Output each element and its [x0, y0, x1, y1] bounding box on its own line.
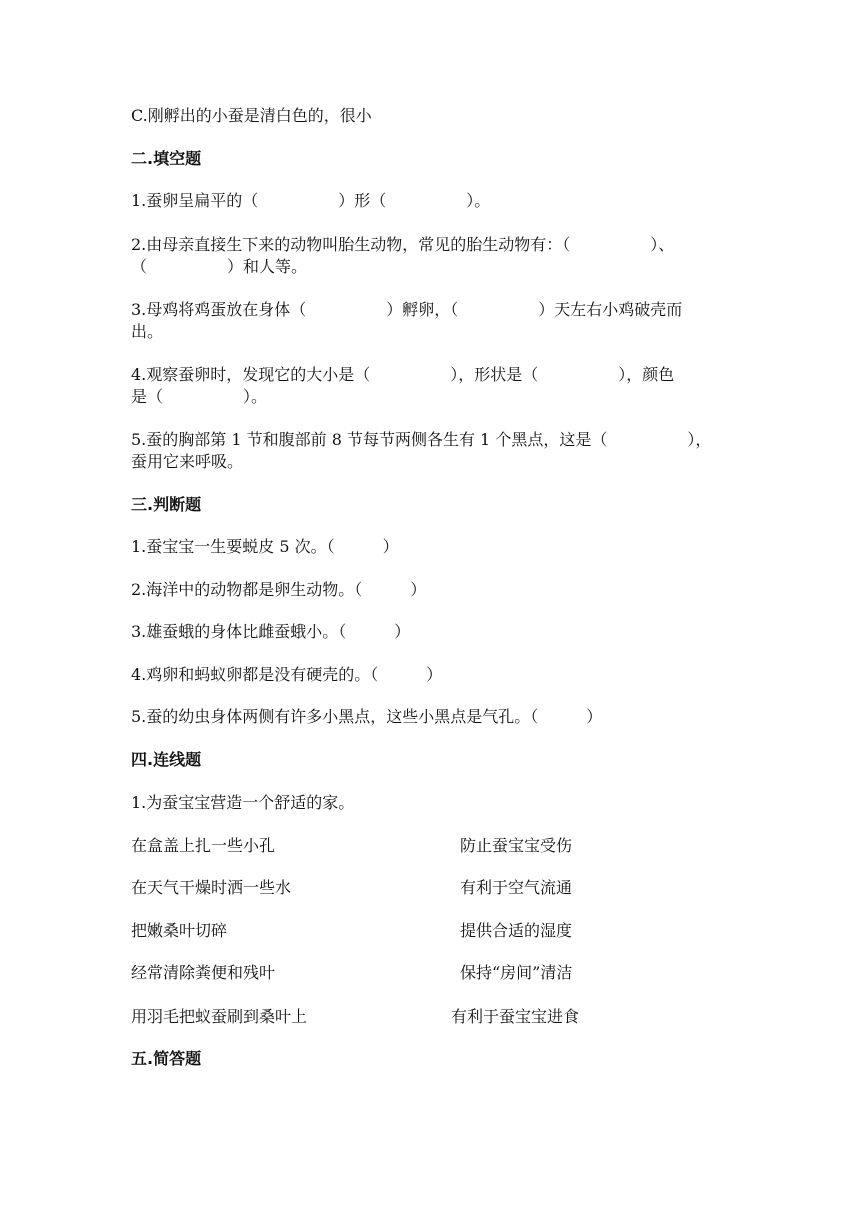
fill-question-4-line1: 4.观察蚕卵时，发现它的大小是（ ），形状是（ ），颜色 — [131, 365, 675, 384]
choice-option-c: C.刚孵出的小蚕是清白色的，很小 — [131, 106, 372, 125]
judge-question-5: 5.蚕的幼虫身体两侧有许多小黑点，这些小黑点是气孔。（ ） — [131, 707, 603, 726]
fill-question-4-line2: 是（ ）。 — [131, 387, 268, 406]
section-heading-matching: 四.连线题 — [131, 750, 202, 769]
judge-question-1: 1.蚕宝宝一生要蜕皮 5 次。（ ） — [131, 537, 399, 556]
matching-question-1: 1.为蚕宝宝营造一个舒适的家。 — [131, 793, 355, 812]
fill-question-5-line1: 5.蚕的胸部第 1 节和腹部前 8 节每节两侧各生有 1 个黑点，这是（ ）， — [131, 430, 712, 449]
matching-right-item: 提供合适的湿度 — [460, 921, 573, 940]
judge-question-4: 4.鸡卵和蚂蚁卵都是没有硬壳的。（ ） — [131, 665, 443, 684]
section-heading-fill-in: 二.填空题 — [131, 149, 202, 168]
matching-left-item: 把嫩桑叶切碎 — [131, 921, 228, 940]
fill-question-3-line1: 3.母鸡将鸡蛋放在身体（ ）孵卵，（ ）天左右小鸡破壳而 — [131, 300, 683, 319]
matching-left-item: 经常清除粪便和残叶 — [131, 963, 276, 982]
matching-right-item: 有利于蚕宝宝进食 — [451, 1007, 580, 1026]
fill-question-1: 1.蚕卵呈扁平的（ ）形（ ）。 — [131, 191, 491, 210]
fill-question-2-line2: （ ）和人等。 — [131, 257, 308, 276]
fill-question-2-line1: 2.由母亲直接生下来的动物叫胎生动物，常见的胎生动物有：（ ）、 — [131, 235, 675, 254]
section-heading-short-answer: 五.简答题 — [131, 1049, 202, 1068]
matching-left-item: 用羽毛把蚁蚕刷到桑叶上 — [131, 1007, 308, 1026]
judge-question-2: 2.海洋中的动物都是卵生动物。（ ） — [131, 580, 427, 599]
matching-right-item: 防止蚕宝宝受伤 — [460, 836, 573, 855]
matching-left-item: 在盒盖上扎一些小孔 — [131, 836, 276, 855]
judge-question-3: 3.雄蚕蛾的身体比雌蚕蛾小。（ ） — [131, 622, 411, 641]
matching-left-item: 在天气干燥时洒一些水 — [131, 878, 292, 897]
fill-question-5-line2: 蚕用它来呼吸。 — [131, 452, 244, 471]
matching-right-item: 有利于空气流通 — [460, 878, 573, 897]
section-heading-true-false: 三.判断题 — [131, 495, 202, 514]
matching-right-item: 保持“房间”清洁 — [460, 963, 573, 982]
fill-question-3-line2: 出。 — [131, 322, 164, 341]
